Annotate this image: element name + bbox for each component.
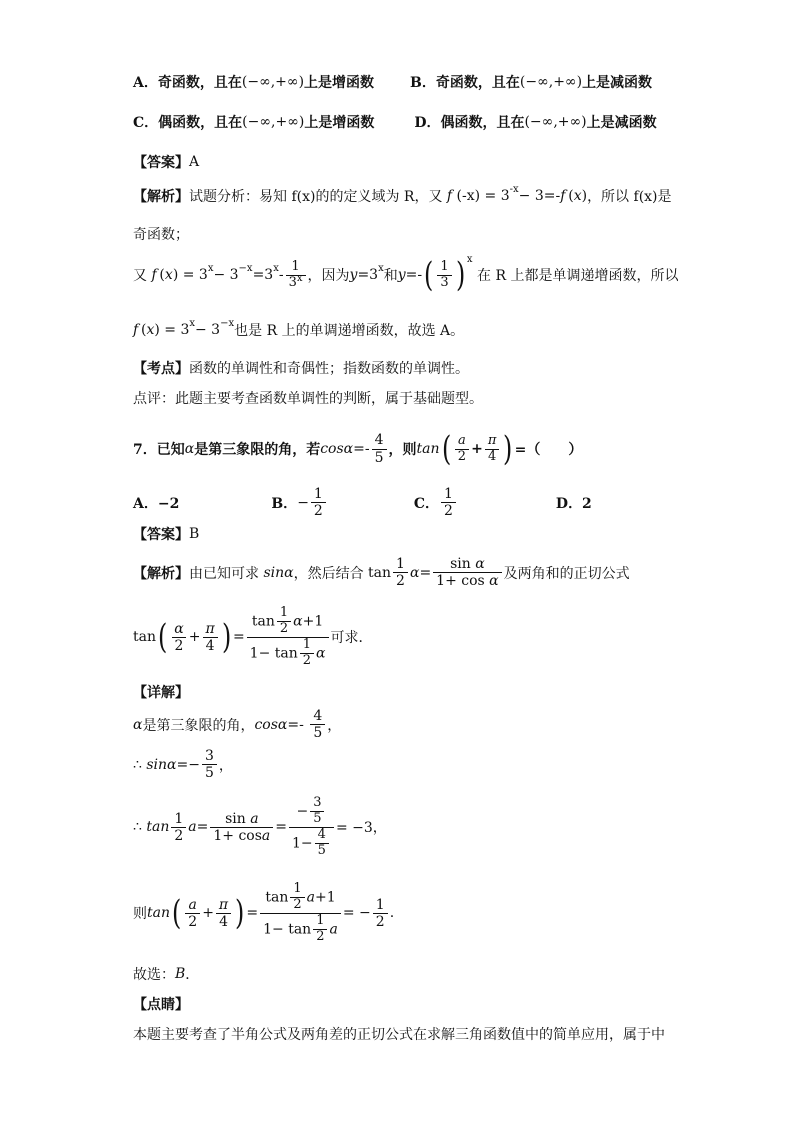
q7-option-a: A．−2 bbox=[133, 495, 180, 512]
q7-conclusion: 故选： B ． bbox=[133, 966, 200, 983]
q7-analysis-formula: tan ( $\frac{\alpha}{2}$ + $\frac{\pi}{4}$ ) = tan $\frac{1}{2}$ α+1 1− tan $\frac{1}{2}$ α 可求． bbox=[133, 605, 373, 668]
q7-analysis-line1: 【解析】 由已知可求 sinα ，然后结合 tan $\frac{1}{2}$ α = $\frac{\text{sin α}}{\text{1+ cos α}}$ 及两角和的正切公式 bbox=[133, 556, 630, 590]
q7-detail-tag: 【详解】 bbox=[133, 685, 189, 701]
q7-options: A．−2 B． − $\frac{1}{2}$ C． $\frac{1}{2}$ D．2 bbox=[133, 486, 592, 520]
q7-option-b: B． bbox=[271, 495, 298, 512]
q6-options-row1: A．奇函数，且在 (−∞,+∞) 上是增函数 B．奇函数，且在 (−∞,+∞) 上是减函数 bbox=[133, 74, 653, 91]
q6-options-row2: C．偶函数，且在 (−∞,+∞) 上是增函数 D．偶函数，且在 (−∞,+∞) 上是减函数 bbox=[133, 114, 657, 131]
q6-option-c: C．偶函数，且在 bbox=[133, 115, 243, 131]
q6-answer: 【答案】 A bbox=[133, 154, 200, 171]
q6-kaodian: 【考点】 函数的单调性和奇偶性；指数函数的单调性。 bbox=[133, 361, 469, 377]
q7-detail-line2: ∴ sinα =− $\frac{3}{5}$ ， bbox=[133, 748, 233, 782]
q6-analysis-line3: 又 f ( x ) = 3 x − 3 −x =3 x - $\frac{1}{3^x}$ ，因为 y =3 x 和 y =- ( $\frac{1}{3}$ ) x 在 R 上都是单调递增函数，所以 bbox=[133, 253, 679, 295]
q6-comment: 点评：此题主要考查函数单调性的判断，属于基础题型。 bbox=[133, 391, 483, 407]
q7-option-d: D．2 bbox=[555, 495, 592, 512]
q6-option-b: B．奇函数，且在 bbox=[410, 75, 520, 91]
q6-option-d: D．偶函数，且在 bbox=[414, 115, 525, 131]
q6-option-a: A．奇函数，且在 bbox=[133, 75, 242, 91]
q7-option-c: C． bbox=[413, 495, 439, 512]
q7-detail-line1: α 是第三象限的角， cosα =- $\frac{4}{5}$ ， bbox=[133, 708, 342, 742]
q7-detail-line3: ∴ tan $\frac{1}{2}$ a = $\frac{\text{sin a}}{1+ \cos a}$ = − $\frac{3}{5}$ 1− $\frac{4}{5}$ = −3， bbox=[133, 795, 387, 858]
q6-analysis-line1: 【解析】 试题分析：易知 f(x)的的定义域为 R，又 f (-x) = 3 -x − 3=- f ( x ) ，所以 f(x)是 bbox=[133, 183, 672, 205]
q7-answer: 【答案】 B bbox=[133, 526, 200, 543]
q7-stem: 7．已知 α 是第三象限的角，若 cosα =- $\frac{4}{5}$ ，则 tan ( $\frac{a}{2}$ + $\frac{\pi}{4}$ ) =（ ） bbox=[133, 429, 583, 469]
q7-dianjing-tag: 【点睛】 bbox=[133, 997, 189, 1013]
q6-analysis-line2: 奇函数； bbox=[133, 227, 189, 243]
q6-analysis-line4: f ( x ) = 3 x − 3 −x 也是 R 上的单调递增函数，故选 A。 bbox=[133, 317, 465, 339]
q7-dianjing: 本题主要考查了半角公式及两角差的正切公式在求解三角函数值中的简单应用，属于中 bbox=[133, 1027, 665, 1043]
q7-detail-line4: 则 tan ( $\frac{a}{2}$ + $\frac{\pi}{4}$ ) = tan $\frac{1}{2}$ a+1 1− tan $\frac{1}{2}$ a = − $\frac{1}{2}$ . bbox=[133, 881, 395, 944]
